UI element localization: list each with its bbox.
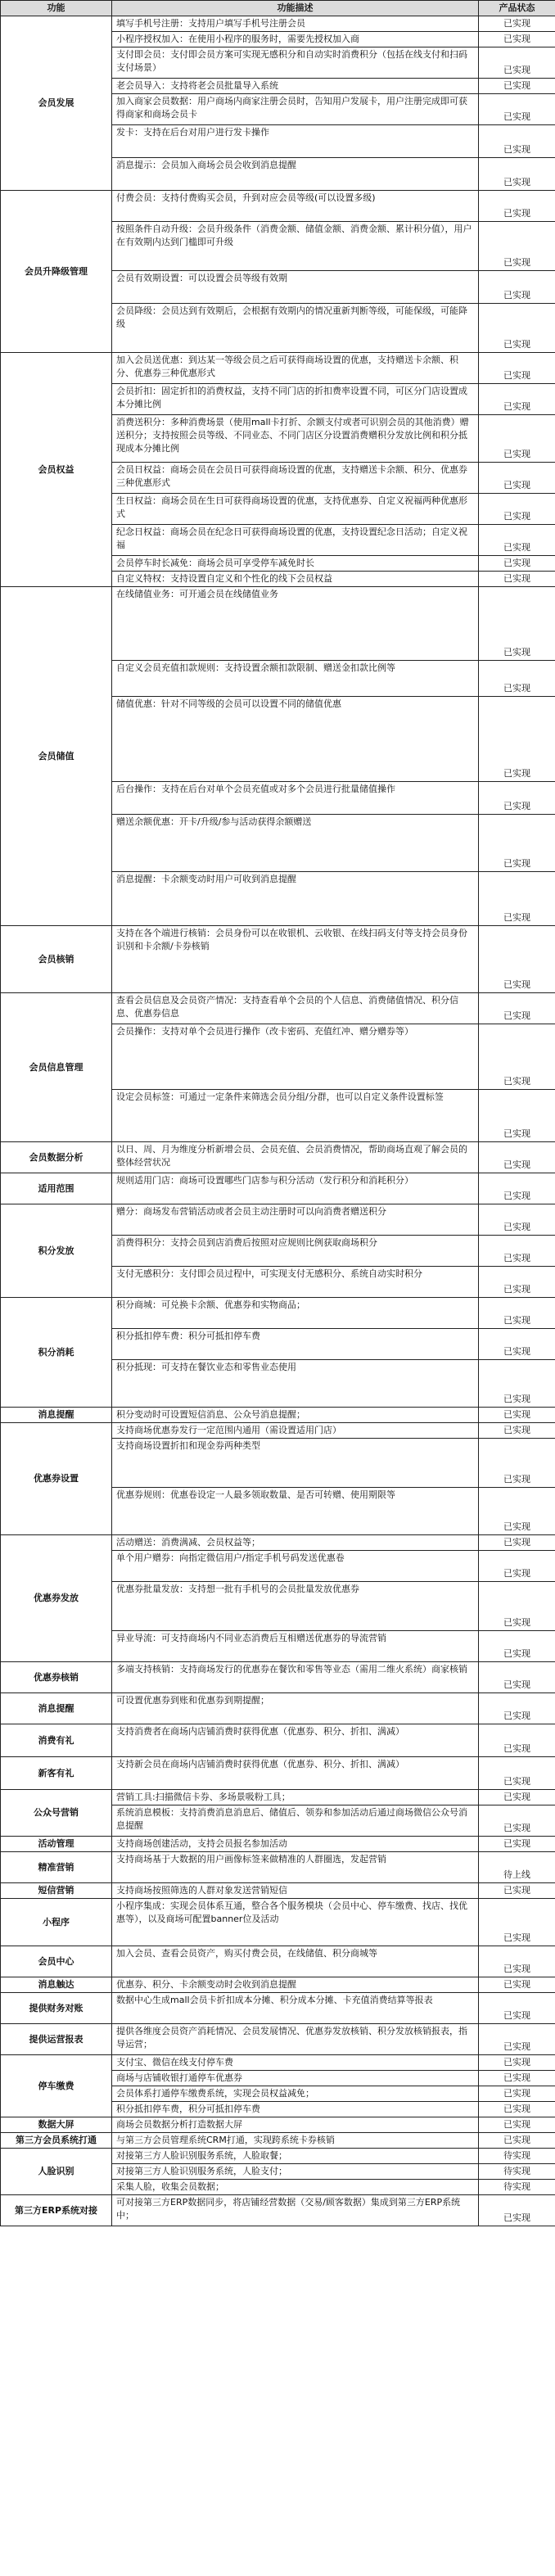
product-status: 已实现 — [479, 525, 555, 556]
product-status: 已实现 — [479, 353, 555, 384]
product-status: 已实现 — [479, 384, 555, 415]
feature-description: 系统消息模板：支持消费消息消息后、储值后、领券和参加活动后通过商场微信公众号消息提醒 — [112, 1805, 479, 1837]
product-status: 已实现 — [479, 872, 555, 926]
product-status: 已实现 — [479, 1236, 555, 1267]
feature-description: 支付无感积分：支付即会员过程中，可实现支付无感积分、系统自动实时积分 — [112, 1267, 479, 1298]
table-row — [1, 1173, 555, 1204]
product-status: 待实现 — [479, 2149, 555, 2164]
product-status: 已实现 — [479, 1693, 555, 1724]
feature-description: 查看会员信息及会员资产情况：支持查看单个会员的个人信息、消费储值情况、积分信息、优惠券信息 — [112, 993, 479, 1024]
function-category: 消费有礼 — [1, 1724, 112, 1757]
function-category: 积分发放 — [1, 1204, 112, 1298]
feature-description: 生日权益：商场会员在生日可获得商场设置的优惠，支持优惠券、自定义祝福两种优惠形式 — [112, 494, 479, 525]
product-status: 已实现 — [479, 1024, 555, 1090]
feature-description: 可对接第三方ERP数据同步，将店铺经营数据（交易/顾客数据）集成到第三方ERP系统中； — [112, 2195, 479, 2226]
product-status: 已实现 — [479, 572, 555, 587]
feature-description: 付费会员：支持付费购买会员，升到对应会员等级(可以设置多级) — [112, 191, 479, 222]
table-row — [1, 1757, 555, 1790]
product-status: 待实现 — [479, 2164, 555, 2180]
table-row — [1, 1693, 555, 1724]
feature-description: 加入会员送优惠：到达某一等级会员之后可获得商场设置的优惠，支持赠送卡余额、积分、优惠券三种优惠形式 — [112, 353, 479, 384]
function-category: 会员数据分析 — [1, 1142, 112, 1173]
product-status: 已实现 — [479, 2133, 555, 2149]
feature-description: 支持商场按照筛选的人群对象发送营销短信 — [112, 1883, 479, 1899]
function-category: 第三方ERP系统对接 — [1, 2195, 112, 2226]
product-status: 已实现 — [479, 1946, 555, 1977]
function-category: 优惠券核销 — [1, 1662, 112, 1693]
feature-description: 加入会员、查看会员资产，购买付费会员，在线储值、积分商城等 — [112, 1946, 479, 1977]
product-status: 已实现 — [479, 1883, 555, 1899]
feature-description: 在线储值业务：可开通会员在线储值业务 — [112, 587, 479, 661]
product-status: 已实现 — [479, 1142, 555, 1173]
feature-description: 积分抵扣停车费：积分可抵扣停车费 — [112, 1329, 479, 1360]
table-row — [1, 16, 555, 32]
function-category: 会员升降级管理 — [1, 191, 112, 353]
function-category: 停车缴费 — [1, 2055, 112, 2117]
function-category: 公众号营销 — [1, 1790, 112, 1837]
function-category: 消息提醒 — [1, 1408, 112, 1423]
table-row — [1, 587, 555, 661]
product-status: 已实现 — [479, 1439, 555, 1488]
feature-description: 老会员导入：支持将老会员批量导入系统 — [112, 79, 479, 94]
product-status: 已实现 — [479, 494, 555, 525]
product-status: 已实现 — [479, 697, 555, 782]
feature-description: 积分变动时可设置短信消息、公众号消息提醒； — [112, 1408, 479, 1423]
feature-description: 支持在各个端进行核销：会员身份可以在收银机、云收银、在线扫码支付等支持会员身份识别和卡余额/卡券核销 — [112, 926, 479, 993]
feature-description: 会员折扣：固定折扣的消费权益，支持不同门店的折扣费率设置不同，可区分门店设置成本分摊比例 — [112, 384, 479, 415]
feature-description: 支付即会员：支付即会员方案可实现无感积分和自动实时消费积分（包括在线支付和扫码支付场景） — [112, 47, 479, 79]
product-status: 已实现 — [479, 94, 555, 125]
feature-description: 按照条件自动升级：会员升级条件（消费金额、储值金额、消费金额、累计积分值），用户在有效期内达到门槛即可升级 — [112, 222, 479, 271]
function-category: 优惠券设置 — [1, 1423, 112, 1535]
table-row — [1, 1535, 555, 1551]
function-category: 活动管理 — [1, 1837, 112, 1852]
feature-description: 对接第三方人脸识别服务系统，人脸支付； — [112, 2164, 479, 2180]
feature-description: 会员降级：会员达到有效期后，会根据有效期内的情况重新判断等级，可能保级，可能降级 — [112, 304, 479, 353]
product-status: 已实现 — [479, 1329, 555, 1360]
product-status: 已实现 — [479, 2086, 555, 2102]
product-status: 已实现 — [479, 191, 555, 222]
feature-description: 小程序授权加入：在使用小程序的服务时，需要先授权加入商 — [112, 32, 479, 47]
feature-description: 支付宝、微信在线支付停车费 — [112, 2055, 479, 2071]
feature-description: 支持商场创建活动，支持会员报名参加活动 — [112, 1837, 479, 1852]
feature-description: 单个用户赠券：向指定微信用户/指定手机号码发送优惠卷 — [112, 1551, 479, 1582]
feature-description: 优惠券规则：优惠卷设定一人最多领取数量、是否可转赠、使用期限等 — [112, 1488, 479, 1535]
product-status: 已实现 — [479, 2071, 555, 2086]
feature-description: 异业导流：可支持商场内不同业态消费后互相赠送优惠券的导流营销 — [112, 1631, 479, 1662]
product-status: 已实现 — [479, 125, 555, 158]
table-row — [1, 1946, 555, 1977]
feature-description: 优惠券、积分、卡余额变动时会收到消息提醒 — [112, 1977, 479, 1993]
product-status: 已实现 — [479, 1488, 555, 1535]
function-category: 会员储值 — [1, 587, 112, 926]
product-status: 已实现 — [479, 79, 555, 94]
table-row — [1, 2133, 555, 2149]
feature-description: 小程序集成：实现会员体系互通，整合各个服务模块（会员中心、停车缴费、找店、找优惠等），以及商场可配置banner位及活动 — [112, 1899, 479, 1946]
product-status: 已实现 — [479, 1551, 555, 1582]
feature-description: 多端支持核销：支持商场发行的优惠券在餐饮和零售等业态（需用二维火系统）商家核销 — [112, 1662, 479, 1693]
feature-description: 消费得积分：支持会员到店消费后按照对应规则比例获取商场积分 — [112, 1236, 479, 1267]
table-row — [1, 2024, 555, 2055]
feature-table-body — [1, 16, 555, 2226]
feature-description: 支持商场基于大数据的用户画像标签来做精准的人群圈选，发起营销 — [112, 1852, 479, 1883]
product-status: 已实现 — [479, 661, 555, 697]
product-status: 已实现 — [479, 2102, 555, 2117]
feature-description: 自定义会员充值扣款规则：支持设置余额扣款限制、赠送金扣款比例等 — [112, 661, 479, 697]
table-row — [1, 353, 555, 384]
function-category: 提供财务对账 — [1, 1993, 112, 2024]
product-status: 已实现 — [479, 1298, 555, 1329]
feature-description: 会员体系打通停车缴费系统，实现会员权益减免； — [112, 2086, 479, 2102]
feature-description: 消息提醒：卡余额变动时用户可收到消息提醒 — [112, 872, 479, 926]
function-category: 适用范围 — [1, 1173, 112, 1204]
feature-description: 积分抵现：可支持在餐饮业态和零售业态使用 — [112, 1360, 479, 1408]
product-status: 已实现 — [479, 993, 555, 1024]
product-status: 已实现 — [479, 1837, 555, 1852]
feature-description: 会员有效期设置：可以设置会员等级有效期 — [112, 271, 479, 304]
header-function: 功能 — [1, 1, 112, 16]
feature-description: 以日、周、月为维度分析新增会员、会员充值、会员消费情况，帮助商场直观了解会员的整体经营状况 — [112, 1142, 479, 1173]
feature-description: 支持商场优惠券发行一定范围内通用（需设置适用门店） — [112, 1423, 479, 1439]
feature-description: 发卡：支持在后台对用户进行发卡操作 — [112, 125, 479, 158]
feature-description: 营销工具:扫描微信卡券、多场景吸粉工具； — [112, 1790, 479, 1805]
feature-description: 积分抵扣停车费，积分可抵扣停车费 — [112, 2102, 479, 2117]
product-status: 待上线 — [479, 1852, 555, 1883]
feature-description: 赠分：商场发布营销活动或者会员主动注册时可以向消费者赠送积分 — [112, 1204, 479, 1236]
feature-description: 支持消费者在商场内店铺消费时获得优惠（优惠券、积分、折扣、满减） — [112, 1724, 479, 1757]
feature-description: 储值优惠：针对不同等级的会员可以设置不同的储值优惠 — [112, 697, 479, 782]
product-status: 待实现 — [479, 2180, 555, 2195]
product-status: 已实现 — [479, 926, 555, 993]
feature-description: 商场会员数据分析打造数据大屏 — [112, 2117, 479, 2133]
table-row — [1, 1790, 555, 1805]
table-row — [1, 1724, 555, 1757]
table-row — [1, 1662, 555, 1693]
product-status: 已实现 — [479, 556, 555, 572]
table-row — [1, 2195, 555, 2226]
product-status: 已实现 — [479, 47, 555, 79]
table-row — [1, 1883, 555, 1899]
feature-description: 纪念日权益：商场会员在纪念日可获得商场设置的优惠，支持设置纪念日活动；自定义祝福 — [112, 525, 479, 556]
product-status: 已实现 — [479, 32, 555, 47]
product-status: 已实现 — [479, 1535, 555, 1551]
product-status: 已实现 — [479, 1790, 555, 1805]
function-category: 新客有礼 — [1, 1757, 112, 1790]
feature-description: 商场与店铺收银打通停车优惠券 — [112, 2071, 479, 2086]
table-row — [1, 926, 555, 993]
product-status: 已实现 — [479, 1805, 555, 1837]
product-status: 已实现 — [479, 1204, 555, 1236]
product-status: 已实现 — [479, 1899, 555, 1946]
table-row — [1, 191, 555, 222]
product-status: 已实现 — [479, 1267, 555, 1298]
table-row — [1, 1142, 555, 1173]
product-status: 已实现 — [479, 304, 555, 353]
feature-description: 与第三方会员管理系统CRM打通，实现跨系统卡券核销 — [112, 2133, 479, 2149]
product-status: 已实现 — [479, 1662, 555, 1693]
product-status: 已实现 — [479, 815, 555, 872]
feature-description: 设定会员标签：可通过一定条件来筛选会员分组/分群，也可以自定义条件设置标签 — [112, 1090, 479, 1142]
product-status: 已实现 — [479, 1724, 555, 1757]
table-row — [1, 1204, 555, 1236]
product-status: 已实现 — [479, 2195, 555, 2226]
product-status: 已实现 — [479, 1582, 555, 1631]
table-row — [1, 1408, 555, 1423]
function-category: 短信营销 — [1, 1883, 112, 1899]
function-category: 会员中心 — [1, 1946, 112, 1977]
function-category: 消息触达 — [1, 1977, 112, 1993]
table-row — [1, 1298, 555, 1329]
table-row — [1, 1837, 555, 1852]
table-row — [1, 1993, 555, 2024]
function-category: 提供运营报表 — [1, 2024, 112, 2055]
function-category: 积分消耗 — [1, 1298, 112, 1408]
product-status: 已实现 — [479, 415, 555, 463]
table-row — [1, 2117, 555, 2133]
product-status: 已实现 — [479, 782, 555, 815]
feature-description: 优惠券批量发放：支持想一批有手机号的会员批量发放优惠券 — [112, 1582, 479, 1631]
table-row — [1, 2149, 555, 2164]
feature-description: 数据中心生成mall会员卡折扣成本分摊、积分成本分摊、卡充值消费结算等报表 — [112, 1993, 479, 2024]
product-status: 已实现 — [479, 271, 555, 304]
product-status: 已实现 — [479, 1173, 555, 1204]
feature-description: 会员操作：支持对单个会员进行操作（改卡密码、充值红冲、赠分赠券等） — [112, 1024, 479, 1090]
feature-description: 提供各维度会员资产消耗情况、会员发展情况、优惠券发放核销、积分发放核销报表，指导运营； — [112, 2024, 479, 2055]
product-status: 已实现 — [479, 1423, 555, 1439]
product-status: 已实现 — [479, 1408, 555, 1423]
feature-description: 加入商家会员数据：用户商场内商家注册会员时，告知用户发展卡，用户注册完成即可获得商家和商场会员卡 — [112, 94, 479, 125]
feature-description: 会员日权益：商场会员在会员日可获得商场设置的优惠，支持赠送卡余额、积分、优惠券三种优惠形式 — [112, 463, 479, 494]
feature-description: 采集人脸，收集会员数据； — [112, 2180, 479, 2195]
product-status: 已实现 — [479, 1977, 555, 1993]
feature-description: 对接第三方人脸识别服务系统，人脸取餐； — [112, 2149, 479, 2164]
product-status: 已实现 — [479, 2055, 555, 2071]
function-category: 会员发展 — [1, 16, 112, 191]
header-status: 产品状态 — [479, 1, 555, 16]
feature-description: 支持新会员在商场内店铺消费时获得优惠（优惠券、积分、折扣、满减） — [112, 1757, 479, 1790]
product-status: 已实现 — [479, 2024, 555, 2055]
function-category: 优惠券发放 — [1, 1535, 112, 1662]
product-status: 已实现 — [479, 2117, 555, 2133]
function-category: 小程序 — [1, 1899, 112, 1946]
feature-description: 消息提示：会员加入商场会员会收到消息提醒 — [112, 158, 479, 191]
function-category: 第三方会员系统打通 — [1, 2133, 112, 2149]
feature-description: 规则适用门店：商场可设置哪些门店参与积分活动（发行积分和消耗积分） — [112, 1173, 479, 1204]
feature-description: 赠送余额优惠：开卡/升级/参与活动获得余额赠送 — [112, 815, 479, 872]
feature-description: 活动赠送：消费满减、会员权益等； — [112, 1535, 479, 1551]
product-status: 已实现 — [479, 463, 555, 494]
function-category: 人脸识别 — [1, 2149, 112, 2195]
product-status: 已实现 — [479, 587, 555, 661]
table-row — [1, 1899, 555, 1946]
product-status: 已实现 — [479, 222, 555, 271]
function-category: 会员核销 — [1, 926, 112, 993]
function-category: 消息提醒 — [1, 1693, 112, 1724]
table-row — [1, 1977, 555, 1993]
product-status: 已实现 — [479, 16, 555, 32]
feature-description: 后台操作：支持在后台对单个会员充值或对多个会员进行批量储值操作 — [112, 782, 479, 815]
feature-description: 消费送积分：多种消费场景（使用mall卡打折、余额支付或者可识别会员的其他消费）赠送积分；支持按照会员等级、不同业态、不同门店区分设置消费赠积分发放比例和积分抵现成本分摊比例 — [112, 415, 479, 463]
feature-description: 积分商城：可兑换卡余额、优惠券和实物商品； — [112, 1298, 479, 1329]
function-category: 数据大屏 — [1, 2117, 112, 2133]
feature-description: 支持商场设置折扣和现金券两种类型 — [112, 1439, 479, 1488]
feature-description: 自定义特权：支持设置自定义和个性化的线下会员权益 — [112, 572, 479, 587]
table-row — [1, 2055, 555, 2071]
feature-description: 可设置优惠券到账和优惠券到期提醒； — [112, 1693, 479, 1724]
function-category: 会员信息管理 — [1, 993, 112, 1142]
feature-description: 填写手机号注册：支持用户填写手机号注册会员 — [112, 16, 479, 32]
product-status: 已实现 — [479, 1757, 555, 1790]
product-status: 已实现 — [479, 1090, 555, 1142]
function-category: 会员权益 — [1, 353, 112, 587]
table-row — [1, 993, 555, 1024]
product-status: 已实现 — [479, 1631, 555, 1662]
feature-description: 会员停车时长减免：商场会员可享受停车减免时长 — [112, 556, 479, 572]
product-status: 已实现 — [479, 1993, 555, 2024]
function-category: 精准营销 — [1, 1852, 112, 1883]
header-row — [1, 1, 555, 16]
header-description: 功能描述 — [112, 1, 479, 16]
table-row — [1, 1852, 555, 1883]
product-status: 已实现 — [479, 158, 555, 191]
product-status: 已实现 — [479, 1360, 555, 1408]
table-row — [1, 1423, 555, 1439]
